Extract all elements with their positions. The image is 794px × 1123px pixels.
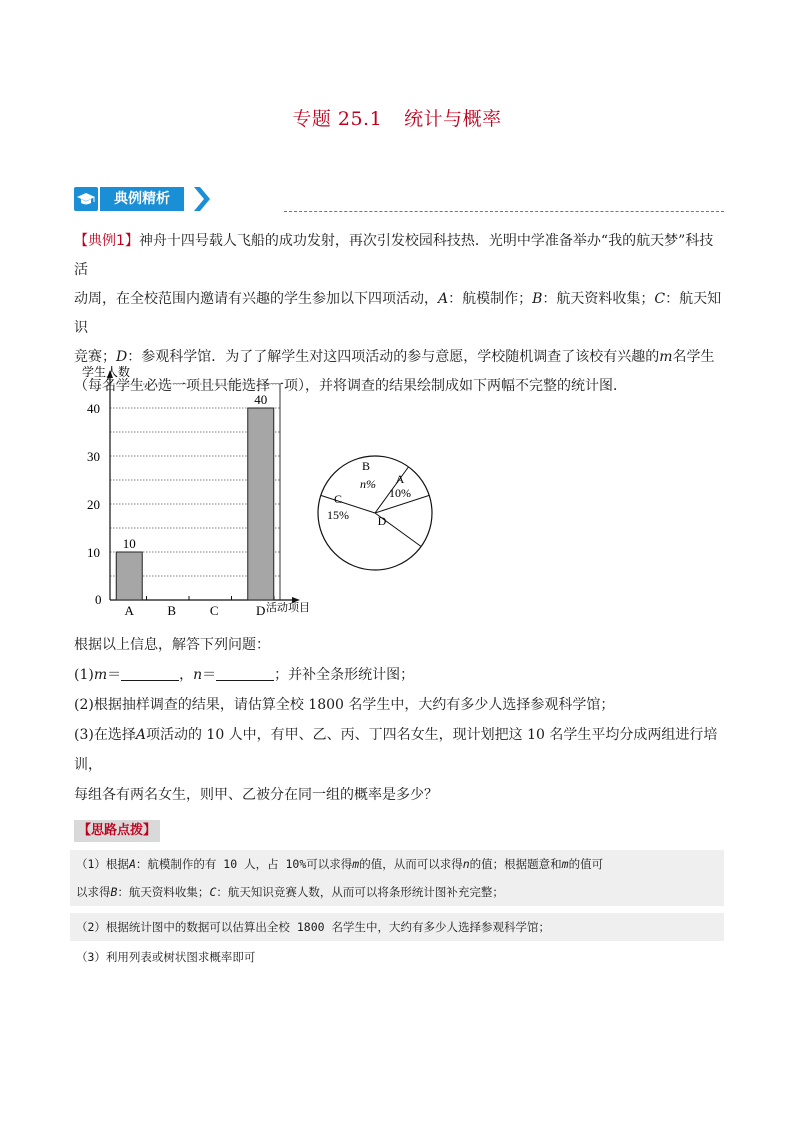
pie-slice-value: 10% — [389, 486, 411, 500]
y-tick-label: 0 — [95, 592, 102, 607]
question-1: (1)m＝ ，n＝ ；并补全条形统计图； — [74, 667, 415, 683]
answer-blank-m — [121, 666, 179, 681]
page-title — [0, 104, 794, 131]
chevron-right-icon — [194, 187, 214, 213]
x-axis-label: 活动项目 — [266, 602, 310, 614]
bar-chart — [70, 358, 330, 620]
x-tick-label: A — [124, 603, 134, 618]
pie-chart — [310, 448, 440, 578]
pie-slice-label: A — [395, 472, 405, 486]
pie-slice-label: D — [377, 514, 387, 528]
x-tick-label: D — [256, 603, 266, 618]
example-tag: 【典例1】 — [74, 233, 139, 249]
x-tick-label: C — [209, 603, 219, 618]
hint-line-4: （3）利用列表或树状图求概率即可 — [76, 950, 256, 964]
y-tick-label: 20 — [87, 497, 100, 512]
questions-intro: 根据以上信息，解答下列问题： — [74, 637, 270, 653]
pie-slice-value: n% — [360, 477, 376, 491]
hint-tag: 【思路点拨】 — [74, 820, 160, 842]
y-tick-label: 30 — [87, 449, 100, 464]
questions — [74, 630, 724, 810]
section-divider — [284, 211, 724, 212]
title-text: 统计与概率 — [404, 108, 502, 130]
pie-slice-label: C — [333, 492, 343, 506]
section-header — [74, 187, 724, 213]
pie-slice-label: B — [361, 459, 371, 473]
section-label: 典例精析 — [100, 187, 184, 211]
bar — [248, 408, 274, 600]
example-line-2: 动周，在全校范围内邀请有兴趣的学生参加以下四项活动，A：航模制作；B：航天资料收集；C：航天知识 — [74, 291, 722, 336]
bar-data-label: 40 — [254, 392, 268, 407]
hint-line-2: 以求得B：航天资料收集；C：航天知识竞赛人数，从而可以将条形统计图补充完整； — [70, 878, 724, 906]
example-line-1: 【典例1】神舟十四号载人飞船的成功发射，再次引发校园科技热．光明中学准备举办“我的航天梦”科技活 — [74, 233, 714, 278]
y-tick-label: 10 — [87, 545, 100, 560]
question-3-cont: 每组各有两名女生，则甲、乙被分在同一组的概率是多少？ — [74, 787, 438, 803]
y-tick-label: 40 — [87, 401, 100, 416]
hint-line-3: （2）根据统计图中的数据可以估算出全校 1800 名学生中，大约有多少人选择参观科学馆； — [70, 911, 724, 941]
hint-line-1: （1）根据A：航模制作的有 10 人，占 10%可以求得m的值，从而可以求得n的值；根据题意和m的值可 — [70, 850, 724, 878]
question-3: (3)在选择A项活动的 10 人中，有甲、乙、丙、丁四名女生，现计划把这 10 名学生平均分成两组进行培训， — [74, 727, 718, 773]
pie-slice-value: 15% — [327, 508, 349, 522]
bar — [116, 552, 142, 600]
answer-blank-n — [216, 666, 274, 681]
question-2: (2)根据抽样调查的结果，请估算全校 1800 名学生中，大约有多少人选择参观科学馆； — [74, 697, 615, 713]
graduation-cap-icon — [74, 187, 98, 211]
x-tick-label: B — [167, 603, 177, 618]
example-line-3: 竞赛；D：参观科学馆．为了了解学生对这四项活动的参与意愿，学校随机调查了该校有兴趣的m名学生 — [74, 349, 715, 365]
example-line-4: （每名学生必选一项且只能选择一项），并将调查的结果绘制成如下两幅不完整的统计图． — [74, 378, 627, 394]
bar-data-label: 10 — [122, 536, 136, 551]
y-axis-label: 学生人数 — [82, 365, 131, 379]
title-number: 专题 25.1 — [292, 108, 383, 130]
